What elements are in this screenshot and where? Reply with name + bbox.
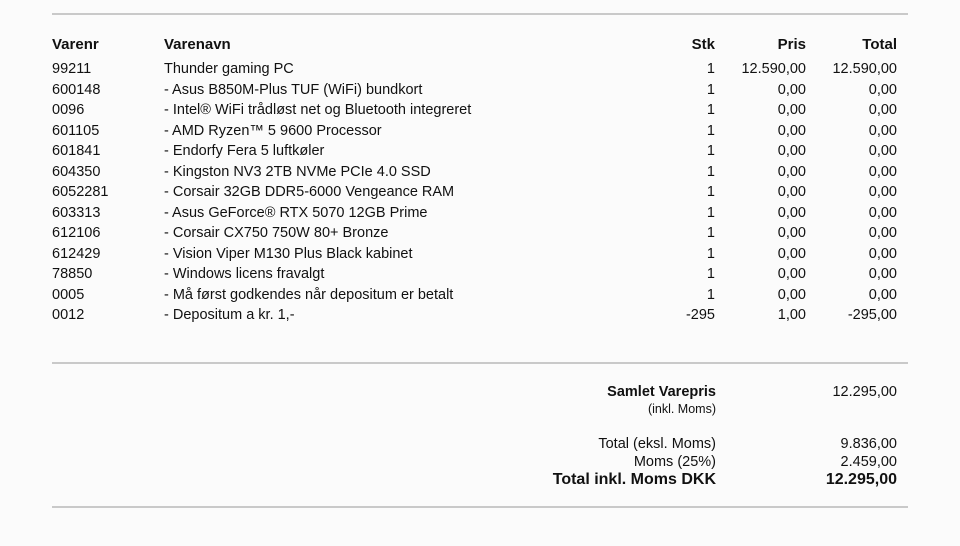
cell-pris: 0,00 [777, 163, 806, 180]
bottom-divider [52, 506, 908, 508]
cell-varenr: 99211 [52, 61, 92, 77]
samlet-varepris-label: Samlet Varepris [607, 384, 716, 400]
cell-varenr: 0096 [52, 102, 85, 118]
cell-total: 0,00 [868, 225, 897, 241]
cell-pris: 0,00 [777, 122, 806, 139]
table-row [0, 184, 960, 205]
cell-stk: 1 [706, 184, 715, 200]
header-varenr: Varenr [52, 36, 99, 53]
cell-stk: 1 [706, 143, 715, 159]
cell-total: 0,00 [868, 122, 897, 139]
cell-total: 0,00 [868, 184, 897, 200]
cell-varenr: 601105 [52, 122, 100, 139]
cell-pris: 12.590,00 [741, 61, 806, 77]
cell-stk: 1 [706, 266, 715, 282]
cell-varenavn: - Windows licens fravalgt [164, 266, 325, 282]
cell-stk: 1 [706, 81, 715, 98]
cell-pris: 0,00 [777, 225, 806, 241]
cell-pris: 0,00 [777, 143, 806, 159]
top-divider [52, 13, 908, 15]
table-row [0, 205, 960, 226]
grand-total-label: Total inkl. Moms DKK [552, 471, 716, 488]
cell-varenavn: - Må først godkendes når depositum er betalt [164, 286, 454, 303]
cell-stk: 1 [706, 163, 715, 180]
cell-varenr: 0012 [52, 307, 85, 323]
cell-varenavn: - Corsair 32GB DDR5-6000 Vengeance RAM [164, 184, 455, 200]
table-row [0, 246, 960, 267]
table-row [0, 143, 960, 164]
grand-total-value: 12.295,00 [825, 471, 897, 488]
middle-divider [52, 362, 908, 364]
table-row [0, 164, 960, 185]
cell-stk: 1 [706, 122, 715, 139]
table-row [0, 225, 960, 246]
cell-pris: 0,00 [777, 266, 806, 282]
header-varenavn: Varenavn [164, 36, 231, 53]
cell-varenr: 600148 [52, 81, 101, 98]
header-pris: Pris [777, 36, 806, 53]
table-row [0, 61, 960, 82]
total-eksl-moms-label: Total (eksl. Moms) [598, 436, 716, 452]
cell-varenavn: - Asus B850M-Plus TUF (WiFi) bundkort [164, 81, 423, 98]
cell-pris: 0,00 [777, 286, 806, 303]
cell-varenr: 601841 [52, 143, 101, 159]
cell-varenavn: - Kingston NV3 2TB NVMe PCIe 4.0 SSD [164, 163, 431, 180]
cell-varenr: 612429 [52, 245, 101, 262]
cell-total: 0,00 [868, 143, 897, 159]
cell-varenr: 603313 [52, 204, 101, 221]
cell-varenr: 612106 [52, 225, 101, 241]
cell-stk: 1 [706, 286, 715, 303]
table-row [0, 102, 960, 123]
header-stk: Stk [691, 36, 715, 53]
cell-varenavn: - Depositum a kr. 1,- [164, 307, 295, 323]
table-row [0, 287, 960, 308]
cell-varenavn: - Asus GeForce® RTX 5070 12GB Prime [164, 204, 428, 221]
cell-stk: 1 [706, 102, 715, 118]
moms-value: 2.459,00 [840, 454, 897, 470]
cell-varenr: 6052281 [52, 184, 109, 200]
cell-varenavn: - Corsair CX750 750W 80+ Bronze [164, 225, 389, 241]
cell-varenavn: - AMD Ryzen™ 5 9600 Processor [164, 122, 382, 139]
cell-total: 0,00 [868, 204, 897, 221]
samlet-varepris-value: 12.295,00 [832, 384, 897, 400]
cell-total: -295,00 [847, 307, 897, 323]
cell-pris: 0,00 [777, 102, 806, 118]
table-row [0, 307, 960, 328]
cell-stk: 1 [706, 245, 715, 262]
table-row [0, 123, 960, 144]
samlet-varepris-sublabel: (inkl. Moms) [647, 402, 716, 416]
cell-varenr: 78850 [52, 266, 93, 282]
cell-total: 0,00 [868, 266, 897, 282]
cell-stk: 1 [706, 204, 715, 221]
cell-pris: 0,00 [777, 204, 806, 221]
header-total: Total [862, 36, 897, 53]
cell-stk: 1 [706, 225, 715, 241]
cell-total: 0,00 [868, 163, 897, 180]
cell-total: 0,00 [868, 286, 897, 303]
cell-pris: 1,00 [777, 307, 806, 323]
total-eksl-moms-value: 9.836,00 [840, 436, 897, 452]
cell-stk: 1 [706, 61, 715, 77]
cell-pris: 0,00 [777, 184, 806, 200]
cell-total: 0,00 [868, 81, 897, 98]
cell-varenavn: - Vision Viper M130 Plus Black kabinet [164, 245, 413, 262]
cell-pris: 0,00 [777, 245, 806, 262]
cell-pris: 0,00 [777, 81, 806, 98]
table-row [0, 82, 960, 103]
cell-varenavn: Thunder gaming PC [164, 61, 294, 77]
moms-label: Moms (25%) [633, 454, 716, 470]
cell-varenr: 604350 [52, 163, 101, 180]
cell-varenavn: - Intel® WiFi trådløst net og Bluetooth integreret [164, 102, 472, 118]
cell-total: 0,00 [868, 102, 897, 118]
cell-varenavn: - Endorfy Fera 5 luftkøler [164, 143, 325, 159]
cell-total: 12.590,00 [832, 61, 897, 77]
table-row [0, 266, 960, 287]
cell-varenr: 0005 [52, 286, 85, 303]
cell-total: 0,00 [868, 245, 897, 262]
cell-stk: -295 [685, 307, 715, 323]
